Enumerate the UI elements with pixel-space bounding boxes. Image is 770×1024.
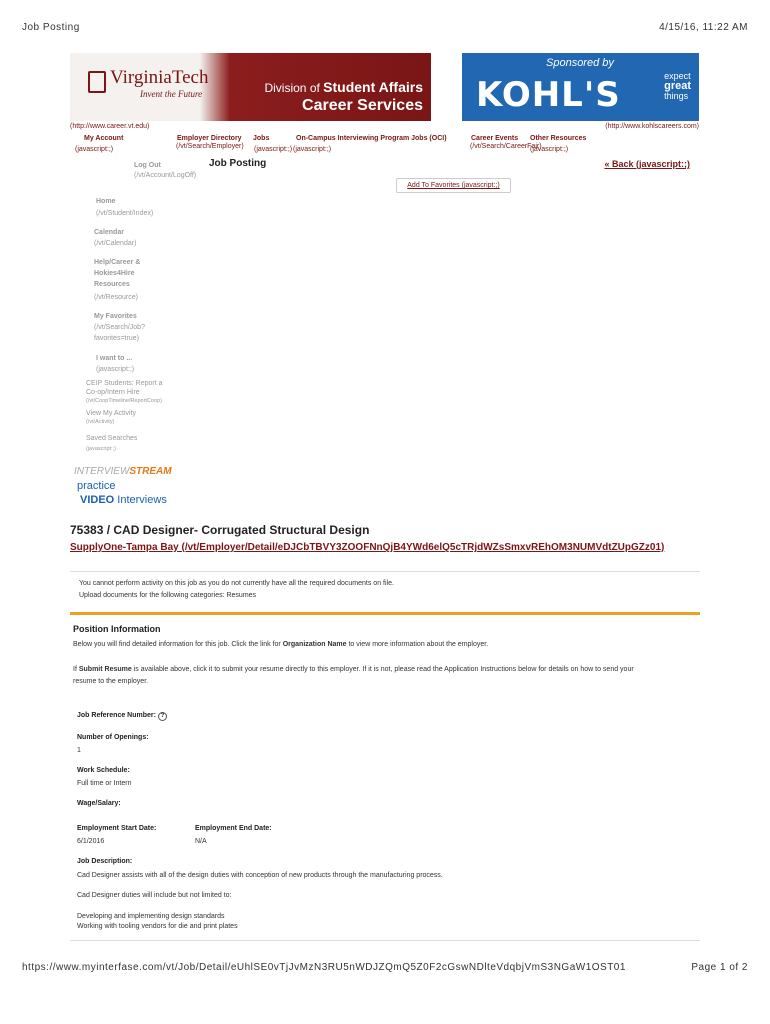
career-services-label: Career Services	[302, 97, 423, 114]
openings-label: Number of Openings:	[77, 734, 149, 741]
nav-jobs[interactable]: Jobs	[253, 135, 270, 142]
sponsored-by-label: Sponsored by	[546, 57, 614, 69]
job-title: 75383 / CAD Designer- Corrugated Structural Design	[70, 523, 370, 537]
nav-oci-href[interactable]: (javascript:;)	[293, 146, 332, 153]
video-interviews-label[interactable]: VIDEO Interviews	[80, 494, 167, 506]
nav-employer-directory[interactable]: Employer Directory	[177, 135, 242, 142]
logout-href[interactable]: (/vt/Account/LogOff)	[134, 172, 197, 179]
sidebar-iwant-href[interactable]: (javascript:;)	[96, 366, 135, 373]
openings-value: 1	[77, 747, 81, 754]
sidebar-item-saved[interactable]: Saved Searches (javascript:;)	[86, 435, 138, 452]
sidebar-item-help[interactable]: Help/Career & Hokies4Hire Resources	[94, 259, 141, 288]
back-link[interactable]: « Back (javascript:;)	[604, 159, 690, 169]
sidebar-item-iwant[interactable]: I want to ...	[96, 355, 133, 362]
employer-link[interactable]: SupplyOne-Tampa Bay (/vt/Employer/Detail/eDJCbTBVY3ZOOFNnQjB4YWd6elQ5cTRjdWZsSmxvREhOM3NUMVdtZUpGZz01)	[70, 542, 665, 553]
position-info-title: Position Information	[73, 624, 161, 634]
sidebar-home-href[interactable]: (/vt/Student/Index)	[96, 210, 154, 217]
sidebar-item-home[interactable]: Home	[96, 198, 116, 205]
schedule-value: Full time or Intern	[77, 780, 132, 787]
print-footer-url: https://www.myinterfase.com/vt/Job/Detail/eUhlSE0vTjJvMzN3RU5nWDJZQmQ5Z0F2cGswNDlteVdqbjVmS3NGaW1OST01	[22, 962, 626, 973]
vt-banner[interactable]	[70, 53, 431, 121]
print-footer-page: Page 1 of 2	[691, 962, 748, 973]
job-description-label: Job Description:	[77, 858, 133, 865]
nav-oci[interactable]: On-Campus Interviewing Program Jobs (OCI)	[296, 135, 447, 142]
desc-line-1: Cad Designer assists with all of the design duties with conception of new products through the manufacturing process.	[77, 872, 443, 879]
nav-other-resources-href[interactable]: (javascript:;)	[530, 146, 569, 153]
add-to-favorites-button[interactable]: Add To Favorites (javascript:;)	[396, 178, 511, 193]
kohls-slogan: expect great things	[664, 71, 691, 101]
nav-my-account[interactable]: My Account	[84, 135, 124, 142]
wage-label: Wage/Salary:	[77, 800, 121, 807]
schedule-label: Work Schedule:	[77, 767, 130, 774]
vt-tagline: Invent the Future	[140, 89, 203, 99]
nav-other-resources[interactable]: Other Resources	[530, 135, 587, 142]
sidebar-item-favorites[interactable]: My Favorites	[94, 313, 137, 320]
kohls-sponsor-banner[interactable]	[462, 53, 699, 121]
logout-link[interactable]: Log Out	[134, 162, 161, 169]
vt-career-link[interactable]: (http://www.career.vt.edu)	[70, 123, 150, 130]
division-label: Division of Student Affairs	[264, 79, 423, 95]
start-date-label: Employment Start Date:	[77, 825, 157, 832]
notice-line-1: You cannot perform activity on this job as you do not currently have all the required documents on file.	[79, 580, 394, 587]
kohls-logo: KOHL'S	[476, 75, 621, 115]
help-icon[interactable]: ?	[158, 712, 167, 721]
print-header-datetime: 4/15/16, 11:22 AM	[659, 22, 748, 33]
sidebar-calendar-href[interactable]: (/vt/Calendar)	[94, 240, 137, 247]
interviewstream-logo[interactable]: INTERVIEWSTREAM	[74, 466, 172, 477]
info-paragraph-2: If Submit Resume is available above, click it to submit your resume directly to this employer. If it is not, please read the Application Instructions below for details on how to send your resume to the employer.	[73, 666, 634, 685]
practice-label[interactable]: practice	[77, 480, 116, 492]
nav-career-events[interactable]: Career Events	[471, 135, 519, 142]
job-ref-label: Job Reference Number: ?	[77, 712, 167, 721]
kohls-careers-link[interactable]: (http://www.kohlscareers.com)	[605, 123, 699, 130]
sidebar-help-href[interactable]: (/vt/Resource)	[94, 294, 138, 301]
print-header-title: Job Posting	[22, 22, 80, 33]
vt-logo: VirginiaTech Invent the Future	[110, 67, 209, 99]
notice-line-2: Upload documents for the following categories: Resumes	[79, 592, 257, 599]
start-date-value: 6/1/2016	[77, 838, 105, 845]
nav-career-events-href[interactable]: (/vt/Search/CareerFair)	[470, 143, 542, 150]
desc-line-2: Cad Designer duties will include but not limited to:	[77, 892, 232, 899]
end-date-label: Employment End Date:	[195, 825, 272, 832]
sidebar-favorites-href[interactable]: (/vt/Search/Job? favorites=true)	[94, 324, 145, 342]
nav-jobs-href[interactable]: (javascript:;)	[254, 146, 293, 153]
end-date-value: N/A	[195, 838, 207, 845]
nav-employer-directory-href[interactable]: (/vt/Search/Employer)	[176, 143, 244, 150]
nav-my-account-href[interactable]: (javascript:;)	[75, 146, 114, 153]
desc-line-3: Developing and implementing design standards	[77, 913, 225, 920]
vt-shield-icon	[88, 71, 106, 93]
info-paragraph-1: Below you will find detailed information for this job. Click the link for Organization Name to view more information about the employer.	[73, 641, 489, 648]
sidebar-item-ceip[interactable]: CEIP Students: Report a Co-op/Intern Hire (/vt/CoopTimeline/ReportCoop)	[86, 380, 163, 404]
sidebar-item-calendar[interactable]: Calendar	[94, 229, 124, 236]
desc-line-4: Working with tooling vendors for die and print plates	[77, 923, 238, 930]
sidebar-item-activity[interactable]: View My Activity (/vt/Activity)	[86, 410, 137, 425]
page-title: Job Posting	[209, 158, 267, 169]
